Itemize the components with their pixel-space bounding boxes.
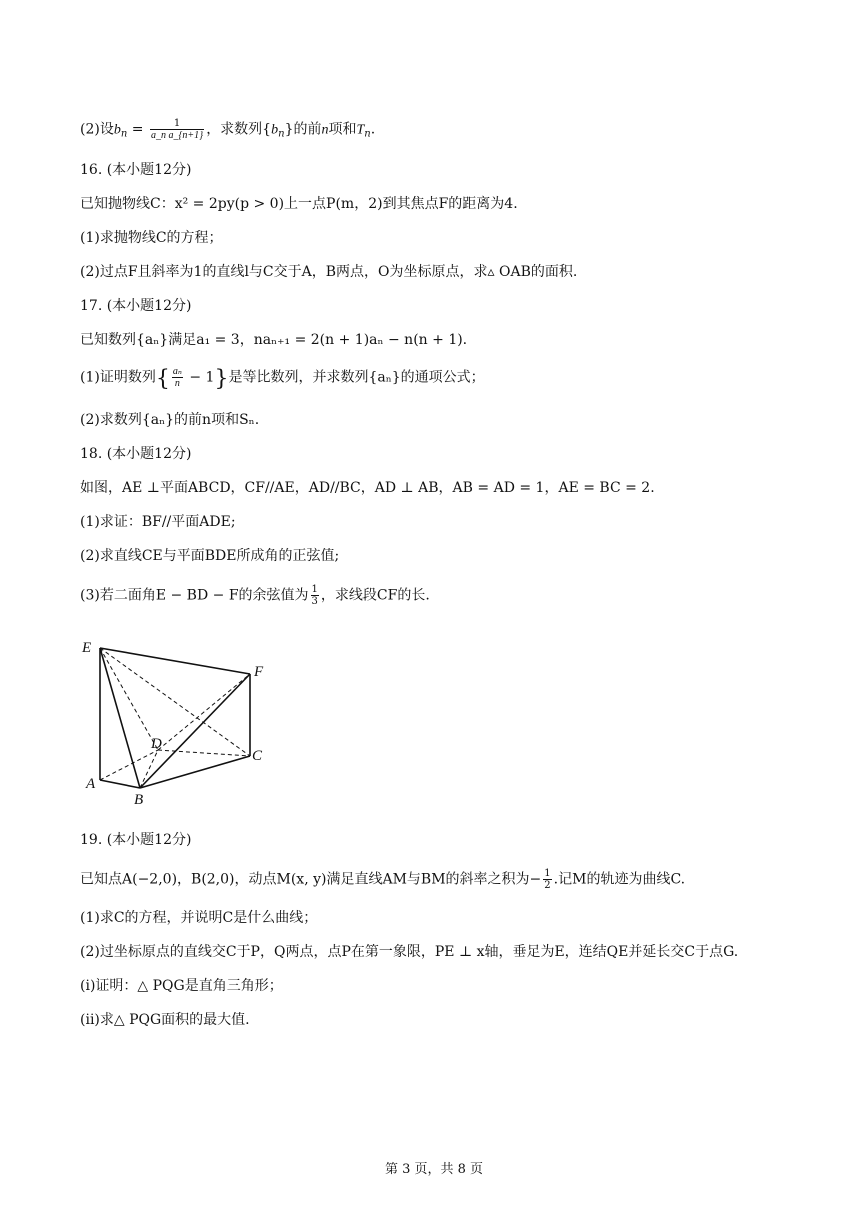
eq-sign: = <box>127 121 148 138</box>
q15-text-end: . <box>370 121 376 138</box>
q19-part-i: (i)证明：△ PQG是直角三角形； <box>80 978 283 994</box>
q15-text-mid2: }的前 <box>284 121 322 138</box>
q19-stem-pre: 已知点A(−2,0)，B(2,0)，动点M(x, y)满足直线AM与BM的斜率之积为− <box>80 871 542 888</box>
label-C: C <box>252 748 263 764</box>
fraction-an-over-n <box>172 366 183 389</box>
right-brace: } <box>214 366 229 392</box>
var-b2: b <box>271 122 279 138</box>
q19-part-ii: (ii)求△ PQG面积的最大值. <box>80 1012 250 1028</box>
frac-num: 1 <box>150 118 204 130</box>
q18-stem: 如图，AE ⊥平面ABCD，CF//AE，AD//BC，AD ⊥ AB，AB = AD = 1，AE = BC = 2. <box>80 480 655 496</box>
q17-part2: (2)求数列{aₙ}的前n项和Sₙ. <box>80 412 260 428</box>
q16-stem: 已知抛物线C：x² = 2py(p > 0)上一点P(m，2)到其焦点F的距离为4. <box>80 196 518 212</box>
label-F: F <box>254 664 264 680</box>
q19-header: 19. (本小题12分) <box>80 832 192 848</box>
fraction-1-over-3 <box>311 584 319 607</box>
frac-den: 2 <box>544 880 551 891</box>
frac-num: aₙ <box>172 366 182 377</box>
fraction-1-over-anan1 <box>150 118 204 141</box>
edge-EF <box>100 648 250 674</box>
var-b: b <box>113 122 121 138</box>
q17-part1-pre: (1)证明数列 <box>80 369 156 386</box>
label-A: A <box>86 776 96 792</box>
left-brace: { <box>155 366 170 392</box>
q18-part2: (2)求直线CE与平面BDE所成角的正弦值; <box>80 548 340 564</box>
q16-part2: (2)过点F且斜率为1的直线l与C交于A，B两点，O为坐标原点，求▵ OAB的面积. <box>80 264 578 280</box>
edge-DF <box>158 674 250 750</box>
q18-header: 18. (本小题12分) <box>80 446 192 462</box>
q15-part2 <box>80 118 375 145</box>
edge-AD <box>100 750 158 780</box>
q19-stem-post: .记M的轨迹为曲线C. <box>553 871 686 888</box>
sub-n2: n <box>278 128 285 140</box>
frac-den: a_n a_{n+1} <box>150 130 204 141</box>
frac-den: 3 <box>311 596 318 607</box>
frac-num: 1 <box>311 584 318 595</box>
q17-stem: 已知数列{aₙ}满足a₁ = 3，naₙ₊₁ = 2(n + 1)aₙ − n(n + 1). <box>80 332 468 348</box>
edge-ED <box>100 648 158 750</box>
label-E: E <box>82 640 92 656</box>
q17-part1-tail: − 1 <box>184 369 215 386</box>
var-n: n <box>321 122 329 138</box>
q16-part1: (1)求抛物线C的方程； <box>80 230 223 246</box>
sub-n: n <box>120 128 128 140</box>
q19-part1: (1)求C的方程，并说明C是什么曲线； <box>80 910 318 926</box>
page-footer: 第 3 页，共 8 页 <box>384 1162 484 1177</box>
q15-part2-prefix: (2)设 <box>80 121 114 138</box>
q16-header: 16. (本小题12分) <box>80 162 192 178</box>
geometry-figure <box>78 632 278 812</box>
frac-den: n <box>174 378 180 389</box>
q17-part1 <box>80 366 485 390</box>
label-D: D <box>151 736 162 752</box>
edge-BF <box>140 674 250 788</box>
q17-header: 17. (本小题12分) <box>80 298 192 314</box>
q18-part3-pre: (3)若二面角E − BD − F的余弦值为 <box>80 587 309 604</box>
edge-EB <box>100 648 140 788</box>
q19-part2: (2)过坐标原点的直线交C于P，Q两点，点P在第一象限，PE ⊥ x轴，垂足为E，连结QE并延长交C于点G. <box>80 944 739 960</box>
edge-BD <box>140 750 158 788</box>
q19-stem <box>80 868 685 891</box>
frac-num: 1 <box>544 868 551 879</box>
var-T: T <box>356 122 365 138</box>
label-B: B <box>134 792 144 808</box>
q18-part1: (1)求证：BF//平面ADE; <box>80 514 236 530</box>
q18-part3 <box>80 584 430 607</box>
fraction-1-over-2 <box>543 868 551 891</box>
q18-part3-post: ，求线段CF的长. <box>320 587 430 604</box>
q17-part1-post: 是等比数列，并求数列{aₙ}的通项公式； <box>228 369 485 386</box>
sub-n3: n <box>364 128 371 140</box>
q15-text-mid3: 项和 <box>328 121 357 138</box>
q15-text-mid: ，求数列{ <box>206 121 272 138</box>
edge-EC <box>100 648 250 756</box>
edge-AB <box>100 780 140 788</box>
